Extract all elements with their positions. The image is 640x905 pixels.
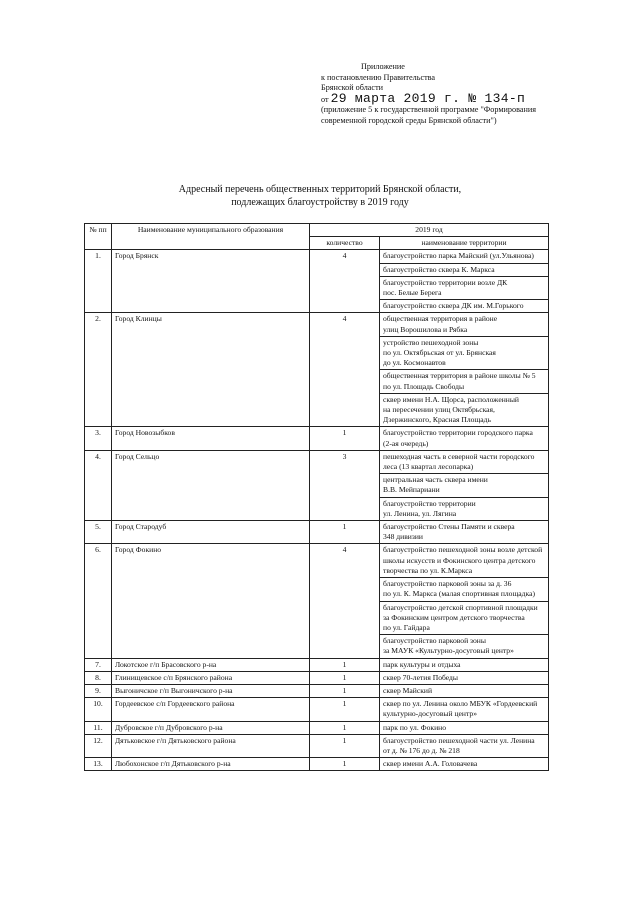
table-row	[85, 450, 549, 473]
territories-table	[84, 223, 549, 771]
territory-count: 1	[310, 684, 380, 697]
header-num: № пп	[85, 224, 112, 250]
territory-count: 4	[310, 250, 380, 313]
date-line	[321, 90, 621, 106]
municipality-name: Город Стародуб	[112, 521, 310, 544]
header-municipality: Наименование муниципального образования	[112, 224, 310, 250]
territory-name: благоустройство парковой зоны за д. 36 по ул. К. Маркса (малая спортивная площадка)	[380, 578, 549, 601]
resolution-line: к постановлению Правительства	[321, 72, 436, 82]
territory-name: сквер имени А.А. Головачева	[380, 758, 549, 771]
territory-name: благоустройство парка Майский (ул.Ульянова)	[380, 250, 549, 263]
territory-count: 1	[310, 734, 380, 757]
territory-count: 1	[310, 658, 380, 671]
territory-name: благоустройство пешеходной части ул. Ленина от д. № 176 до д. № 218	[380, 734, 549, 757]
header-year: 2019 год	[310, 224, 549, 237]
row-number: 5.	[85, 521, 112, 544]
territory-name: благоустройство территории ул. Ленина, ул. Лягина	[380, 497, 549, 520]
territory-name: благоустройство пешеходной зоны возле детской школы искусств и Фокинского центра детского творчества по ул. К.Маркса	[380, 544, 549, 578]
territory-count: 4	[310, 544, 380, 658]
table-row	[85, 658, 549, 671]
table-row	[85, 544, 549, 578]
territory-name: общественная территория в районе школы № 5 по ул. Площадь Свободы	[380, 370, 549, 393]
territory-count: 3	[310, 450, 380, 520]
territory-name: общественная территория в районе улиц Ворошилова и Рябка	[380, 313, 549, 336]
territory-count: 1	[310, 427, 380, 450]
territory-count: 4	[310, 313, 380, 427]
region-line: Брянской области	[321, 83, 384, 93]
municipality-name: Гордеевское с/п Гордеевского района	[112, 698, 310, 721]
territory-name: благоустройство территории городского парка (2-ая очередь)	[380, 427, 549, 450]
territory-count: 1	[310, 698, 380, 721]
territory-name: благоустройство Стены Памяти и сквера 348 дивизии	[380, 521, 549, 544]
territory-name: сквер по ул. Ленина около МБУК «Гордеевский культурно-досуговый центр»	[380, 698, 549, 721]
municipality-name: Город Брянск	[112, 250, 310, 313]
row-number: 13.	[85, 758, 112, 771]
territory-name: благоустройство сквера К. Маркса	[380, 263, 549, 276]
territory-name: парк по ул. Фокино	[380, 721, 549, 734]
territory-name: парк культуры и отдыха	[380, 658, 549, 671]
row-number: 12.	[85, 734, 112, 757]
table-row	[85, 313, 549, 336]
table-row	[85, 250, 549, 263]
resolution-date: 29 марта 2019 г. № 134-п	[330, 90, 526, 106]
territory-count: 1	[310, 521, 380, 544]
table-row	[85, 721, 549, 734]
row-number: 7.	[85, 658, 112, 671]
municipality-name: Локотское г/п Брасовского р-на	[112, 658, 310, 671]
municipality-name: Любохонское г/п Дятьковского р-на	[112, 758, 310, 771]
appendix-header	[321, 62, 621, 127]
row-number: 11.	[85, 721, 112, 734]
municipality-name: Город Клинцы	[112, 313, 310, 427]
program-note-2: современной городской среды Брянской области")	[321, 115, 497, 125]
municipality-name: Глинищевское с/п Брянского района	[112, 671, 310, 684]
table-row	[85, 521, 549, 544]
row-number: 3.	[85, 427, 112, 450]
row-number: 1.	[85, 250, 112, 313]
row-number: 4.	[85, 450, 112, 520]
territory-name: центральная часть сквера имени В.В. Мейпариани	[380, 474, 549, 497]
title-line-1: Адресный перечень общественных территорий Брянской области,	[178, 184, 462, 195]
row-number: 8.	[85, 671, 112, 684]
table-body	[85, 250, 549, 771]
territory-count: 1	[310, 721, 380, 734]
table-row	[85, 758, 549, 771]
territory-name: сквер 70-летия Победы	[380, 671, 549, 684]
territory-name: благоустройство территории возле ДК пос. Белые Берега	[380, 276, 549, 299]
territory-count: 1	[310, 758, 380, 771]
municipality-name: Выгоничское г/п Выгоничского р-на	[112, 684, 310, 697]
municipality-name: Дубровское г/п Дубровского р-на	[112, 721, 310, 734]
header-quantity: количество	[310, 237, 380, 250]
row-number: 2.	[85, 313, 112, 427]
territory-name: благоустройство сквера ДК им. М.Горького	[380, 300, 549, 313]
territory-name: благоустройство детской спортивной площадки за Фокинским центром детского творчества по ул. Гайдара	[380, 601, 549, 635]
territory-name: сквер имени Н.А. Щорса, расположенный на пересечении улиц Октябрьская, Дзержинского, Красная Площадь	[380, 393, 549, 427]
table-row	[85, 698, 549, 721]
row-number: 9.	[85, 684, 112, 697]
row-number: 10.	[85, 698, 112, 721]
document-title	[0, 183, 640, 209]
territory-name: благоустройство парковой зоны за МАУК «Культурно-досуговый центр»	[380, 635, 549, 658]
title-line-2: подлежащих благоустройству в 2019 году	[231, 197, 409, 208]
territory-name: устройство пешеходной зоны по ул. Октябрьская от ул. Брянская до ул. Космонавтов	[380, 336, 549, 370]
territory-count: 1	[310, 671, 380, 684]
municipality-name: Город Фокино	[112, 544, 310, 658]
municipality-name: Дятьковское г/п Дятьковского района	[112, 734, 310, 757]
territory-name: пешеходная часть в северной части городского леса (13 квартал лесопарка)	[380, 450, 549, 473]
appendix-label: Приложение	[361, 62, 405, 71]
row-number: 6.	[85, 544, 112, 658]
table-row	[85, 427, 549, 450]
municipality-name: Город Сельцо	[112, 450, 310, 520]
territory-name: сквер Майский	[380, 684, 549, 697]
table-row	[85, 684, 549, 697]
table-row	[85, 671, 549, 684]
table-row	[85, 734, 549, 757]
municipality-name: Город Новозыбков	[112, 427, 310, 450]
program-note-1: (приложение 5 к государственной программе "Формирования	[321, 105, 536, 115]
header-territory: наименование территории	[380, 237, 549, 250]
date-prefix: от	[321, 94, 329, 104]
